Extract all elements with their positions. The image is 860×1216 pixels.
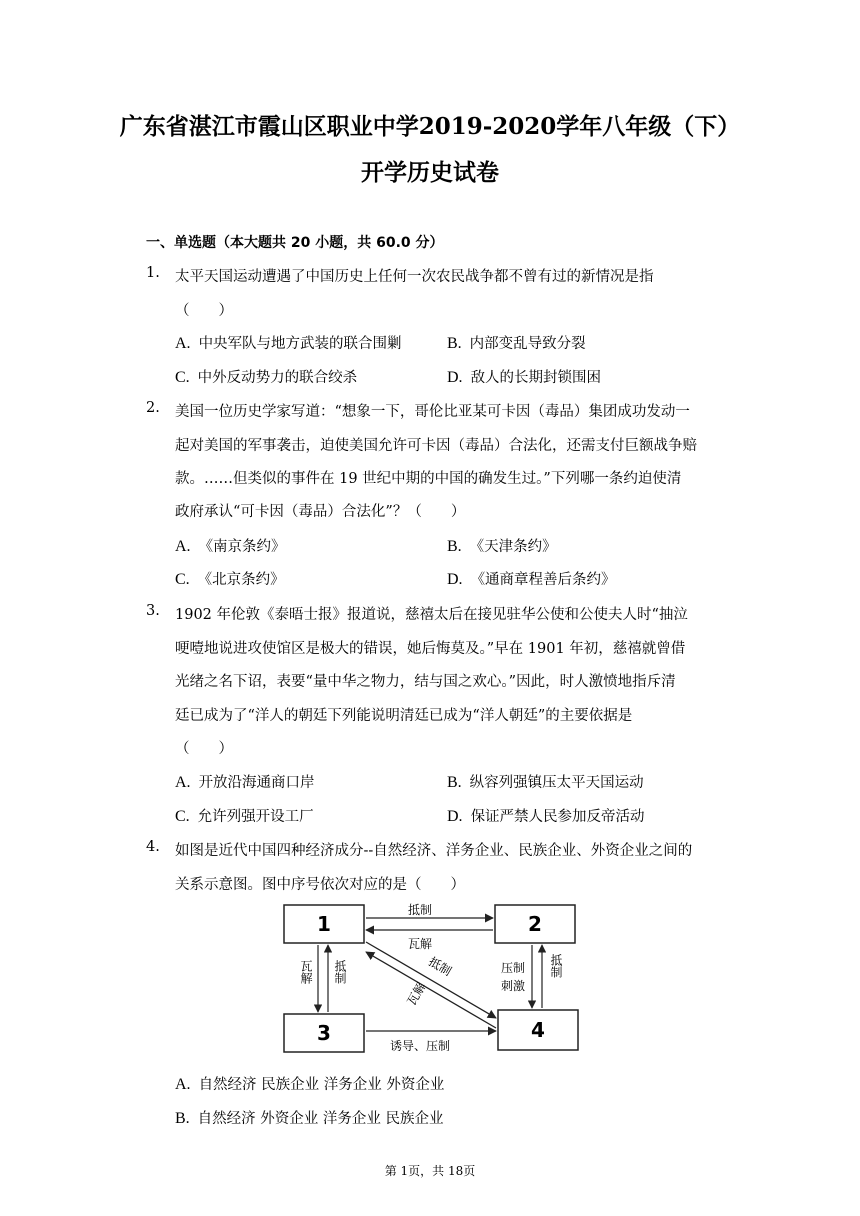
question-text-line: 款。……但类似的事件在 19 世纪中期的中国的确发生过。”下列哪一条约迫使清	[175, 471, 682, 487]
option-letter: A.	[175, 774, 191, 791]
option-d[interactable]	[447, 568, 616, 589]
question-text-line: （ ）	[175, 303, 233, 319]
page-footer: 第 1页，共 18页	[384, 1164, 476, 1178]
option-text: 保证严禁人民参加反帝活动	[470, 809, 645, 825]
label-right-b: 抵制	[549, 954, 563, 978]
option-text: 《南京条约》	[198, 539, 286, 555]
option-text: 允许列强开设工厂	[197, 809, 314, 825]
document-title-line2: 开学历史试卷	[361, 159, 499, 186]
option-text: 内部变乱导致分裂	[469, 336, 586, 352]
option-text: 自然经济 民族企业 洋务企业 外资企业	[198, 1077, 445, 1093]
option-text: 中外反动势力的联合绞杀	[197, 370, 358, 386]
option-letter: B.	[447, 538, 462, 555]
option-c[interactable]	[175, 568, 285, 589]
option-text: 《天津条约》	[469, 539, 557, 555]
label-diag-a: 抵制	[426, 954, 454, 979]
option-a[interactable]	[175, 771, 315, 792]
option-a[interactable]	[175, 332, 402, 353]
option-letter: C.	[175, 369, 190, 386]
label-top: 抵制	[407, 903, 433, 917]
option-text: 纵容列强镇压太平天国运动	[469, 775, 644, 791]
question-text-line: 关系示意图。图中序号依次对应的是（ ）	[175, 877, 465, 893]
label-top-rev: 瓦解	[407, 937, 433, 951]
question-text-line: 政府承认“可卡因（毒品）合法化”？（ ）	[175, 504, 466, 520]
option-letter: D.	[447, 369, 463, 386]
diagram-box-2-label: 2	[528, 912, 542, 936]
arrow-1-to-4	[366, 942, 496, 1018]
option-c[interactable]	[175, 366, 357, 387]
label-left-b: 抵制	[333, 960, 347, 984]
option-letter: A.	[175, 538, 191, 555]
diagram-box-1-label: 1	[317, 912, 331, 936]
label-left-a: 瓦解	[299, 960, 313, 984]
question-text-line: 哽噎地说进攻使馆区是极大的错误，她后悔莫及。”早在 1901 年初，慈禧就曾借	[175, 641, 686, 657]
option-letter: D.	[447, 571, 463, 588]
option-letter: C.	[175, 571, 190, 588]
option-a[interactable]	[175, 535, 286, 556]
question-text-line: 廷已成为了“洋人的朝廷下列能说明清廷已成为“洋人朝廷”的主要依据是	[175, 708, 633, 724]
label-right-a2: 刺激	[500, 979, 526, 993]
question-text-line: 起对美国的军事袭击，迫使美国允许可卡因（毒品）合法化，还需支付巨额战争赔	[175, 438, 697, 454]
option-d[interactable]	[447, 366, 601, 387]
question-text-line: 美国一位历史学家写道：“想象一下，哥伦比亚某可卡因（毒品）集团成功发动一	[175, 404, 690, 420]
question-text-line: 太平天国运动遭遇了中国历史上任何一次农民战争都不曾有过的新情况是指	[175, 269, 654, 285]
option-letter: B.	[175, 1110, 190, 1127]
option-text: 敌人的长期封锁围困	[470, 370, 602, 386]
question-number: 4.	[146, 839, 160, 855]
option-c[interactable]	[175, 805, 314, 826]
label-diag-b: 瓦解	[404, 980, 429, 1008]
option-d[interactable]	[447, 805, 645, 826]
option-text: 中央军队与地方武装的联合围剿	[198, 336, 402, 352]
option-letter: D.	[447, 808, 463, 825]
question-text-line: （ ）	[175, 741, 233, 757]
economy-relation-diagram	[270, 900, 590, 1058]
question-text-line: 光绪之名下诏，表要“量中华之物力，结与国之欢心。”因此，时人激愤地指斥清	[175, 674, 676, 690]
diagram-box-3-label: 3	[317, 1021, 331, 1045]
question-number: 2.	[146, 400, 160, 416]
option-letter: B.	[447, 774, 462, 791]
question-number: 1.	[146, 265, 160, 281]
option-text: 《通商章程善后条约》	[470, 572, 616, 588]
option-text: 自然经济 外资企业 洋务企业 民族企业	[197, 1111, 444, 1127]
question-text-line: 如图是近代中国四种经济成分--自然经济、洋务企业、民族企业、外资企业之间的	[175, 843, 693, 859]
option-text: 《北京条约》	[197, 572, 285, 588]
option-letter: C.	[175, 808, 190, 825]
section-heading: 一、单选题（本大题共 20 小题，共 60.0 分）	[146, 235, 444, 251]
option-b[interactable]	[447, 771, 644, 792]
option-a[interactable]	[175, 1073, 444, 1094]
diagram-box-4-label: 4	[531, 1018, 545, 1042]
option-b[interactable]	[447, 535, 557, 556]
option-text: 开放沿海通商口岸	[198, 775, 315, 791]
document-title-line1: 广东省湛江市霞山区职业中学2019-2020学年八年级（下）	[119, 113, 741, 140]
option-b[interactable]	[447, 332, 586, 353]
question-text-line: 1902 年伦敦《泰晤士报》报道说，慈禧太后在接见驻华公使和公使夫人时“抽泣	[175, 607, 688, 623]
option-b[interactable]	[175, 1107, 444, 1128]
label-bottom: 诱导、压制	[389, 1039, 451, 1053]
option-letter: A.	[175, 335, 191, 352]
option-letter: A.	[175, 1076, 191, 1093]
question-number: 3.	[146, 603, 160, 619]
option-letter: B.	[447, 335, 462, 352]
label-right-a: 压制	[500, 961, 526, 975]
